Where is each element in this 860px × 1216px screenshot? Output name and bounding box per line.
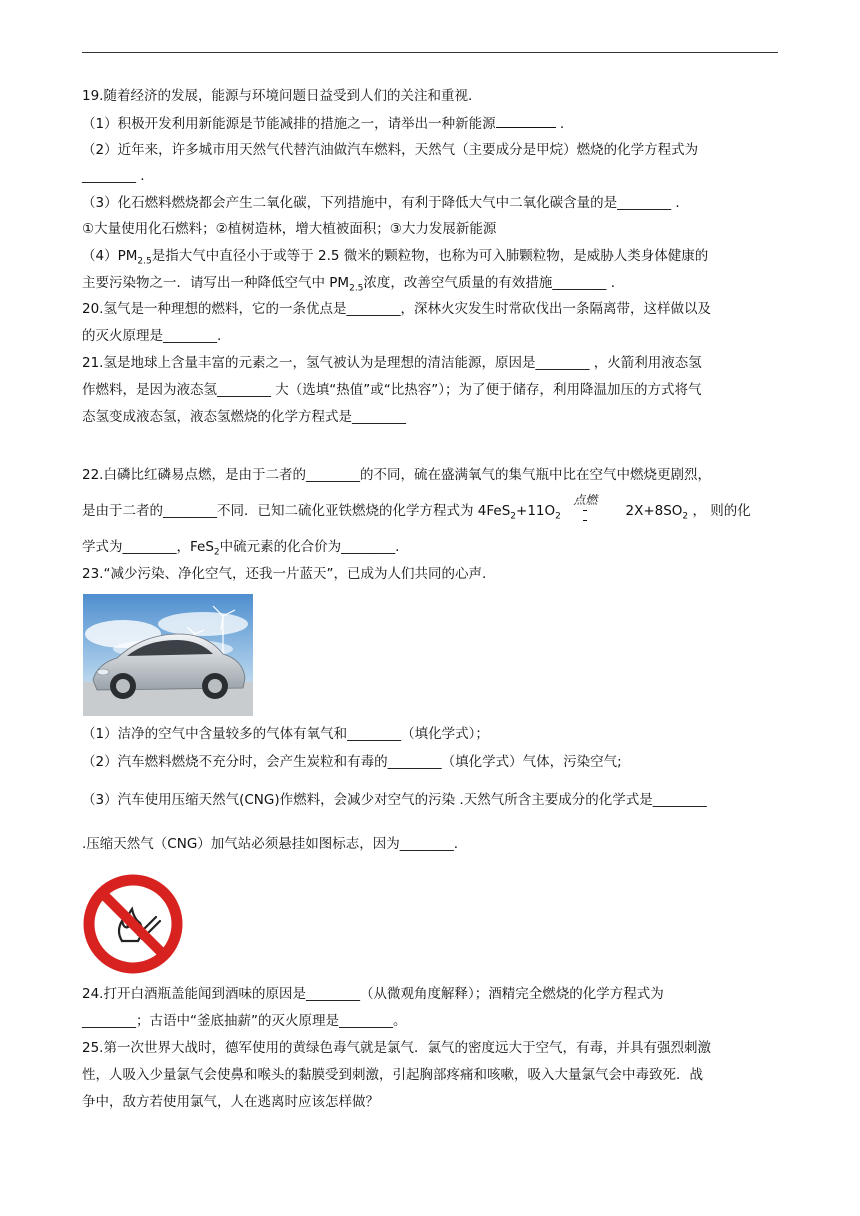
subscript-2d: 2 xyxy=(213,547,220,558)
subscript-2b: 2 xyxy=(555,511,561,522)
q23-part4: .压缩天然气（CNG）加气站必须悬挂如图标志，因为________. xyxy=(82,836,459,852)
subscript-2a: 2 xyxy=(510,511,517,522)
q21-line1: 21.氢是地球上含量丰富的元素之一，氢气被认为是理想的清洁能源，原因是________ ，火箭利用液态氢 xyxy=(82,355,702,371)
option-text-1: 大量使用化石燃料； xyxy=(94,221,216,237)
q22-text-d: ， 则的化 xyxy=(688,503,751,519)
pm-subscript: 2.5 xyxy=(137,256,152,267)
q23-part1: （1）洁净的空气中含量较多的气体有氧气和________（填化学式）； xyxy=(82,726,489,742)
q19-options xyxy=(82,219,496,239)
q19-part4-text-c: 主要污染物之一．请写出一种降低空气中 PM xyxy=(82,275,350,291)
q19-part4-line2 xyxy=(82,273,615,299)
q19-part4-text-a: （4）PM xyxy=(82,248,138,264)
q20-line1: 20.氢气是一种理想的燃料，它的一条优点是________，深林火灾发生时常砍伐出一条隔离带，这样做以及 xyxy=(82,301,711,317)
q24-line1: 24.打开白酒瓶盖能闻到酒味的原因是________（从微观角度解释）；酒精完全燃烧的化学方程式为 xyxy=(82,986,664,1002)
q19-part4-line1 xyxy=(82,246,708,272)
condition-bar-bottom xyxy=(583,520,587,521)
q22-text-f: 中硫元素的化合价为________. xyxy=(219,539,400,555)
option-text-3: 大力发展新能源 xyxy=(401,221,497,237)
q19-part1-text: （1）积极开发利用新能源是节能减排的措施之一，请举出一种新能源 xyxy=(82,116,496,132)
q19-part3: （3）化石燃料燃烧都会产生二氧化碳，下列措施中，有利于降低大气中二氧化碳含量的是________ . xyxy=(82,195,680,211)
q22-text-a: 是由于二者的________不同．已知二硫化亚铁燃烧的化学方程式为 4FeS xyxy=(82,503,511,519)
no-fire-sign-icon xyxy=(82,873,184,975)
electric-car-photo xyxy=(83,594,253,716)
q25-line3: 争中，敌方若使用氯气，人在逃离时应该怎样做？ xyxy=(82,1094,379,1110)
header-rule xyxy=(82,52,778,53)
car-illustration xyxy=(83,594,253,716)
q25-line1: 25.第一次世界大战时，德军使用的黄绿色毒气就是氯气．氯气的密度远大于空气，有毒，并具有强烈刺激 xyxy=(82,1040,711,1056)
q22-line2 xyxy=(82,493,751,527)
q19-part2-line1: （2）近年来，许多城市用天然气代替汽油做汽车燃料，天然气（主要成分是甲烷）燃烧的化学方程式为 xyxy=(82,142,699,158)
q21-line2: 作燃料，是因为液态氢________ 大（选填“热值”或“比热容”）；为了便于储存，利用降温加压的方式将气 xyxy=(82,382,702,398)
q22-text-b: +11O xyxy=(516,503,556,519)
q19-part1-end: . xyxy=(555,116,565,132)
option-marker-2: ② xyxy=(215,221,228,237)
reaction-condition-label: 点燃 xyxy=(573,493,598,507)
condition-bar-top xyxy=(583,510,587,511)
q23-part3: （3）汽车使用压缩天然气(CNG)作燃料，会减少对空气的污染 .天然气所含主要成分的化学式是________ xyxy=(82,792,707,808)
subscript-2c: 2 xyxy=(682,511,689,522)
q19-part2-line2: ________ . xyxy=(82,168,145,184)
option-text-2: 植树造林，增大植被面积； xyxy=(227,221,390,237)
q22-text-c: 2X+8SO xyxy=(621,503,683,519)
no-open-flame-icon xyxy=(82,873,184,975)
q19-part4-text-b: 是指大气中直径小于或等于 2.5 微米的颗粒物，也称为可入肺颗粒物，是威胁人类身体健康的 xyxy=(151,248,709,264)
q19-stem: 19.随着经济的发展，能源与环境问题日益受到人们的关注和重视. xyxy=(82,88,473,104)
q22-line3 xyxy=(82,537,399,563)
q19-part1 xyxy=(82,113,564,134)
q22-line1: 22.白磷比红磷易点燃，是由于二者的________的不同，硫在盛满氧气的集气瓶中比在空气中燃烧更剧烈， xyxy=(82,467,711,483)
option-marker-1: ① xyxy=(82,221,95,237)
q21-line3: 态氢变成液态氢，液态氢燃烧的化学方程式是________ xyxy=(82,409,406,425)
option-marker-3: ③ xyxy=(389,221,402,237)
q20-line2: 的灭火原理是________. xyxy=(82,328,222,344)
reaction-condition xyxy=(565,493,621,524)
q23-stem: 23.“减少污染、净化空气，还我一片蓝天”，已成为人们共同的心声. xyxy=(82,566,487,582)
q23-part2: （2）汽车燃料燃烧不充分时，会产生炭粒和有毒的________（填化学式）气体，污染空气; xyxy=(82,754,622,770)
q22-text-e: 学式为________，FeS xyxy=(82,539,214,555)
q19-part4-text-d: 浓度，改善空气质量的有效措施________ . xyxy=(363,275,616,291)
q24-line2: ________；古语中“釜底抽薪”的灭火原理是________。 xyxy=(82,1013,407,1029)
pm-subscript-2: 2.5 xyxy=(349,283,364,294)
q19-part1-blank[interactable] xyxy=(496,113,556,128)
q25-line2: 性，人吸入少量氯气会使鼻和喉头的黏膜受到刺激，引起胸部疼痛和咳嗽，吸入大量氯气会中毒致死．战 xyxy=(82,1067,703,1083)
